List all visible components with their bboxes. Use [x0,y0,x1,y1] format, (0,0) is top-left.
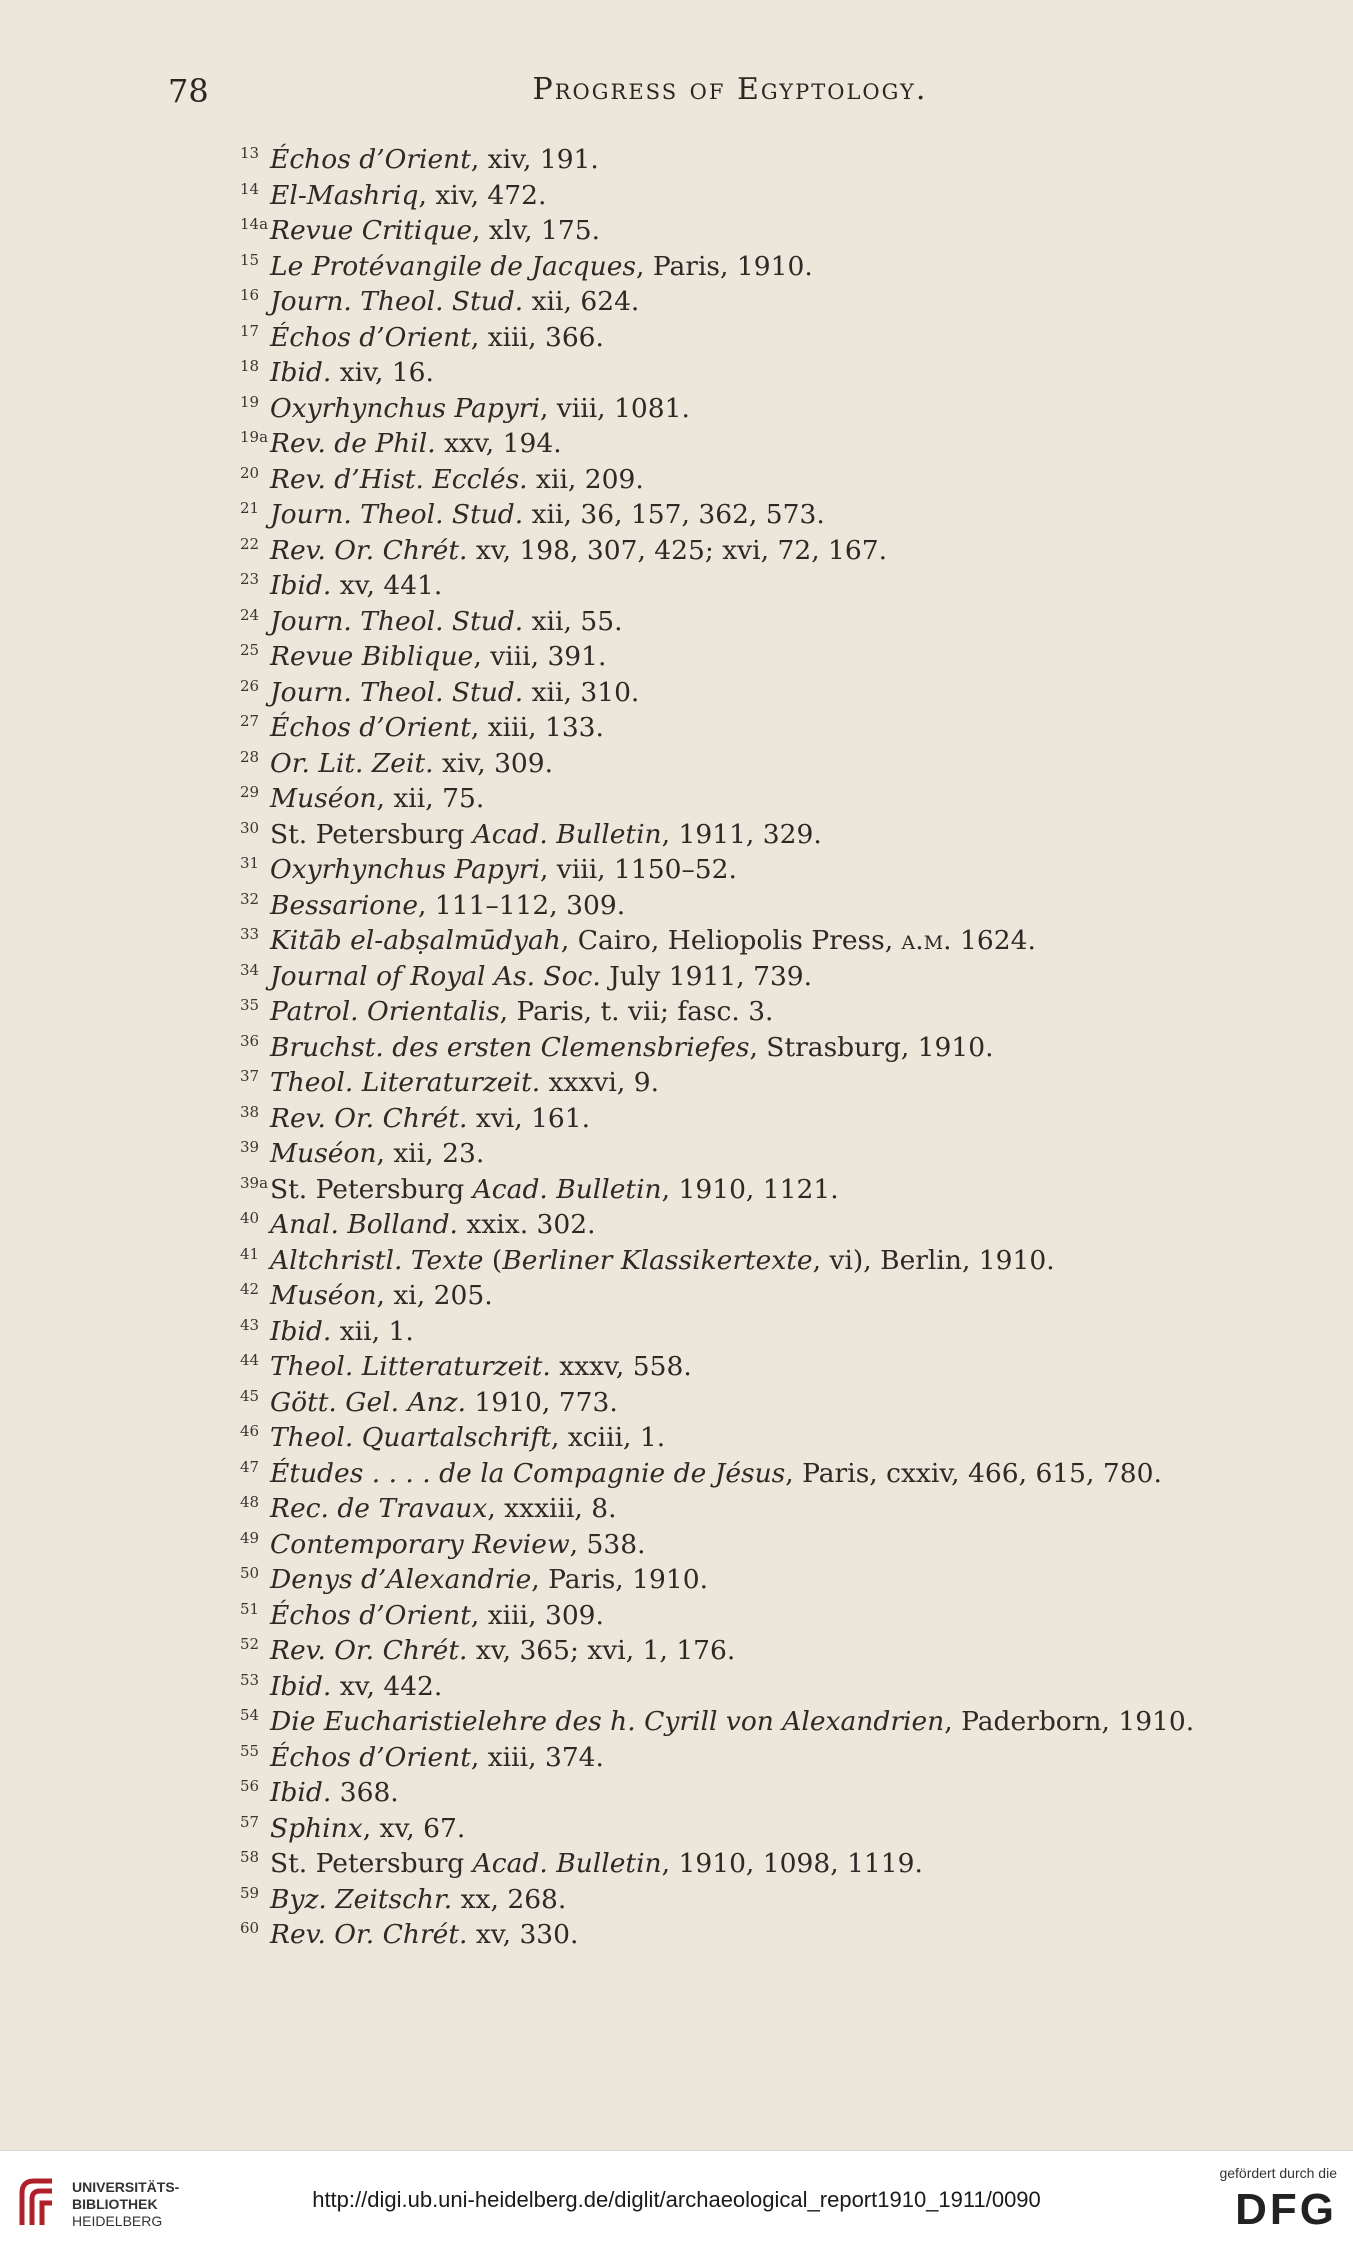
footnote-number: 21 [240,499,260,517]
citation-text: ( [483,1244,503,1276]
library-line-1: UNIVERSITÄTS- [72,2179,180,2195]
footnote-line [240,781,1260,817]
footnote-number: 26 [240,676,260,695]
footnote-line [240,1598,1260,1634]
dfg-logo: DFG [1235,2185,1337,2234]
citation-text: , viii, 391. [473,641,607,672]
citation-title: Oxyrhynchus Papyri [270,854,540,885]
citation-title: Bruchst. des ersten Clemensbriefes [270,1031,750,1063]
footnote-line [240,497,1260,533]
citation-title: Ibid. [270,570,332,601]
citation-title: Rec. de Travaux [270,1493,488,1524]
footnote-number: 39 [240,1138,260,1156]
citation-title: Denys d’Alexandrie [270,1564,532,1595]
citation-text: , viii, 1081. [539,392,690,424]
footnote-line [240,1101,1260,1137]
footnote-line [240,1917,1260,1953]
citation-text: , 1910, 1121. [661,1173,839,1205]
citation-text: xiv, 16. [331,357,434,388]
citation-text: , xiv, 191. [470,144,599,175]
footnote-line [240,1740,1260,1776]
citation-text: , xv, 67. [362,1812,466,1844]
citation-title: Ibid. [270,1670,332,1702]
citation-text: xv, 442. [331,1670,443,1702]
footnote-line [240,1349,1260,1385]
citation-text: 1624. [951,925,1036,956]
footnote-line [240,675,1260,711]
footnote-number: 19 [240,392,260,411]
citation-title: Acad. Bulletin [472,818,662,850]
citation-title: Kitāb el-abṣalmūdyah [270,925,561,956]
footnote-line [240,568,1260,604]
footnote-line [240,888,1260,924]
footnote-number: 29 [240,783,260,801]
footnote-line [240,923,1260,959]
citation-text: , xi, 205. [376,1280,493,1311]
footnote-number: 15 [240,250,260,269]
footnote-number: 44 [240,1351,260,1369]
citation-title: Oxyrhynchus Papyri [270,392,540,424]
footnote-line [240,1243,1260,1279]
footnote-number: 27 [240,712,260,730]
footnote-number: 46 [240,1422,260,1440]
citation-text: , Paris, cxxiv, 466, 615, 780. [785,1457,1162,1489]
citation-text: , 1911, 329. [661,818,822,850]
citation-title: Échos d’Orient [270,321,471,353]
citation-title: Altchristl. Texte [270,1244,484,1276]
footnote-line [240,249,1260,285]
citation-title: Échos d’Orient [270,1599,471,1631]
citation-title: Journ. Theol. Stud. [270,676,524,708]
footnote-number: 59 [240,1883,260,1902]
footnote-number: 60 [240,1919,260,1937]
citation-title: Or. Lit. Zeit. [270,747,434,779]
citation-text: xxxvi, 9. [540,1067,659,1098]
footnote-number: 25 [240,641,260,659]
footnote-line [240,604,1260,640]
footnote-line [240,391,1260,427]
footnote-number: 55 [240,1741,260,1760]
footnote-number: 35 [240,996,260,1014]
citation-title: Muséon [270,1138,377,1169]
citation-text: , xiv, 472. [418,179,547,211]
running-title: Progress of Egyptology. [532,72,928,107]
footnote-number: 14 [240,179,260,198]
footnote-number: 42 [240,1280,260,1298]
citation-text: , xii, 23. [376,1138,485,1169]
citation-title: Theol. Litteraturzeit. [270,1351,551,1382]
footnote-number: 30 [240,818,260,837]
footnote-number: 56 [240,1777,260,1795]
citation-text: , xiii, 309. [470,1599,604,1631]
footnote-line [240,994,1260,1030]
citation-text: St. Petersburg [270,818,473,850]
footnote-number: 57 [240,1812,260,1831]
citation-title: Anal. Bolland. [270,1209,458,1240]
citation-text: , Paris, t. vii; fasc. 3. [499,996,774,1027]
citation-text: , Strasburg, 1910. [749,1031,994,1063]
citation-title: Contemporary Review [270,1528,570,1560]
footnote-line [240,355,1260,391]
footnote-line [240,1811,1260,1847]
citation-text: xii, 1. [331,1315,414,1347]
citation-title: Journ. Theol. Stud. [270,286,524,317]
footnote-number: 53 [240,1670,260,1689]
citation-title: Ibid. [270,1777,332,1808]
footnote-line [240,1846,1260,1882]
source-url-link[interactable]: http://digi.ub.uni-heidelberg.de/diglit/archaeological_report1910_1911/0090 [312,2187,1041,2212]
citation-text: xx, 268. [452,1883,567,1915]
citation-text: , Paris, 1910. [636,250,813,282]
footer-bar [0,2150,1353,2256]
citation-text: , xiii, 133. [470,712,604,743]
citation-text: July 1911, 739. [600,960,813,992]
citation-text: xii, 55. [523,605,623,637]
footnote-line [240,1704,1260,1740]
footnote-line [240,320,1260,356]
footnote-number: 52 [240,1635,260,1653]
footnote-line [240,533,1260,569]
citation-text: , Paderborn, 1910. [944,1706,1195,1737]
citation-text: xv, 330. [467,1919,579,1950]
citation-text: xxv, 194. [435,428,562,459]
footnote-line [240,1278,1260,1314]
footnote-line [240,1172,1260,1208]
footnote-line [240,1775,1260,1811]
footnote-line [240,426,1260,462]
footnote-number: 13 [240,144,260,162]
footnote-number: 36 [240,1031,260,1050]
footnote-number: 45 [240,1386,260,1405]
citation-text: xxxv, 558. [550,1351,692,1382]
citation-title: Rev. Or. Chrét. [270,1102,468,1134]
footnote-line [240,178,1260,214]
footnote-number: 54 [240,1706,260,1724]
citation-title: Gött. Gel. Anz. [270,1386,467,1418]
citation-text: xv, 198, 307, 425; xvi, 72, 167. [467,534,888,566]
citation-title: Rev. Or. Chrét. [270,1919,468,1950]
citation-title: Rev. Or. Chrét. [270,534,468,566]
footnote-line [240,1562,1260,1598]
citation-text: , xiii, 366. [470,321,604,353]
footnote-line [240,1882,1260,1918]
citation-title: Muséon [270,783,377,814]
library-line-3: HEIDELBERG [72,2213,163,2229]
citation-text: 1910, 773. [466,1386,618,1418]
citation-text: a.m. [901,925,952,956]
footnote-line [240,1669,1260,1705]
footnote-line [240,1491,1260,1527]
footnote-list [240,142,1260,1953]
citation-text: , 1910, 1098, 1119. [661,1848,923,1879]
footnote-number: 48 [240,1493,260,1511]
footnote-number: 37 [240,1067,260,1085]
citation-text: , 538. [569,1528,646,1560]
footnote-line [240,142,1260,178]
footnote-number: 38 [240,1102,260,1121]
footnote-line [240,1136,1260,1172]
footnote-line [240,852,1260,888]
citation-title: Ibid. [270,357,332,388]
citation-title: Theol. Quartalschrift [270,1422,551,1453]
citation-text: , 111–112, 309. [418,889,626,921]
footnote-number: 43 [240,1315,260,1334]
footnote-number: 17 [240,321,260,340]
footnote-number: 28 [240,747,260,766]
citation-title: Berliner Klassikertexte [502,1244,813,1276]
footnote-line [240,1030,1260,1066]
footnote-line [240,1065,1260,1101]
footnote-number: 40 [240,1209,260,1227]
footnote-number: 31 [240,854,260,872]
citation-title: Byz. Zeitschr. [270,1883,453,1915]
footnote-number: 47 [240,1457,260,1476]
footnote-line [240,213,1260,249]
citation-title: El-Mashriq [270,179,419,211]
footnote-number: 32 [240,889,260,908]
citation-title: Journ. Theol. Stud. [270,499,524,530]
citation-title: Revue Biblique [270,641,474,672]
footnote-number: 18 [240,357,260,375]
footnote-line [240,1456,1260,1492]
footnote-number: 49 [240,1528,260,1547]
citation-title: Rev. de Phil. [270,428,436,459]
citation-title: Acad. Bulletin [472,1848,662,1879]
footnote-number: 34 [240,960,260,979]
library-line-2: BIBLIOTHEK [72,2196,158,2212]
citation-text: , xciii, 1. [551,1422,666,1453]
citation-text: xiv, 309. [433,747,554,779]
footnote-number: 20 [240,463,260,482]
citation-title: Revue Critique [270,215,473,246]
citation-text: 368. [331,1777,399,1808]
footnote-number: 51 [240,1599,260,1618]
footnote-number: 23 [240,570,260,588]
citation-title: Theol. Literaturzeit. [270,1067,541,1098]
citation-text: xii, 209. [527,463,644,495]
citation-text: , viii, 1150–52. [539,854,737,885]
footnote-line [240,710,1260,746]
citation-text: xv, 441. [331,570,443,601]
citation-title: Die Eucharistielehre des h. Cyrill von Alexandrien [270,1706,945,1737]
footnote-line [240,1385,1260,1421]
footnote-number: 14a [240,215,269,233]
citation-title: Échos d’Orient [270,144,471,175]
citation-title: Patrol. Orientalis [270,996,500,1027]
footnote-line [240,746,1260,782]
footnote-line [240,462,1260,498]
footnote-line [240,1633,1260,1669]
footnote-line [240,1207,1260,1243]
footnote-line [240,817,1260,853]
citation-title: Ibid. [270,1315,332,1347]
footnote-number: 58 [240,1848,260,1866]
footnote-number: 16 [240,286,260,304]
footnote-number: 22 [240,534,260,553]
footnote-line [240,1527,1260,1563]
page-header [0,72,1353,122]
citation-text: , Paris, 1910. [531,1564,709,1595]
footnote-number: 33 [240,925,260,943]
funder-caption: gefördert durch die [1219,2165,1337,2181]
citation-text: , xxxiii, 8. [487,1493,617,1524]
footnote-number: 50 [240,1564,260,1582]
citation-title: Rev. Or. Chrét. [270,1635,468,1666]
citation-text: xii, 624. [523,286,640,317]
footnote-number: 41 [240,1244,260,1263]
footnote-line [240,284,1260,320]
citation-text: , xiii, 374. [470,1741,604,1773]
footnote-line [240,639,1260,675]
footnote-number: 19a [240,428,269,446]
citation-text: , vi), Berlin, 1910. [812,1244,1055,1276]
citation-title: Études . . . . de la Compagnie de Jésus [270,1457,786,1489]
citation-title: Acad. Bulletin [472,1173,662,1205]
citation-title: Échos d’Orient [270,1741,471,1773]
citation-text: xv, 365; xvi, 1, 176. [467,1635,736,1666]
citation-text: xii, 310. [523,676,640,708]
citation-text: St. Petersburg [270,1173,473,1205]
citation-text: , xii, 75. [376,783,485,814]
citation-text: , xlv, 175. [472,215,600,246]
citation-text: St. Petersburg [270,1848,473,1879]
citation-title: Sphinx [270,1812,363,1844]
citation-text: xxix. 302. [457,1209,596,1240]
page-number: 78 [168,72,209,110]
footnote-line [240,959,1260,995]
footnote-line [240,1420,1260,1456]
footnote-number: 24 [240,605,260,624]
citation-title: Échos d’Orient [270,712,471,743]
citation-title: Le Protévangile de Jacques [270,250,636,282]
citation-text: , Cairo, Heliopolis Press, [560,925,902,956]
citation-title: Muséon [270,1280,377,1311]
footnote-number: 39a [240,1173,269,1192]
citation-title: Journ. Theol. Stud. [270,605,524,637]
funder-logo[interactable] [1187,2165,1337,2235]
citation-title: Bessarione [270,889,419,921]
citation-text: xii, 36, 157, 362, 573. [523,499,825,530]
citation-title: Journal of Royal As. Soc. [270,960,601,992]
footnote-line [240,1314,1260,1350]
citation-title: Rev. d’Hist. Ecclés. [270,463,528,495]
citation-text: xvi, 161. [467,1102,591,1134]
